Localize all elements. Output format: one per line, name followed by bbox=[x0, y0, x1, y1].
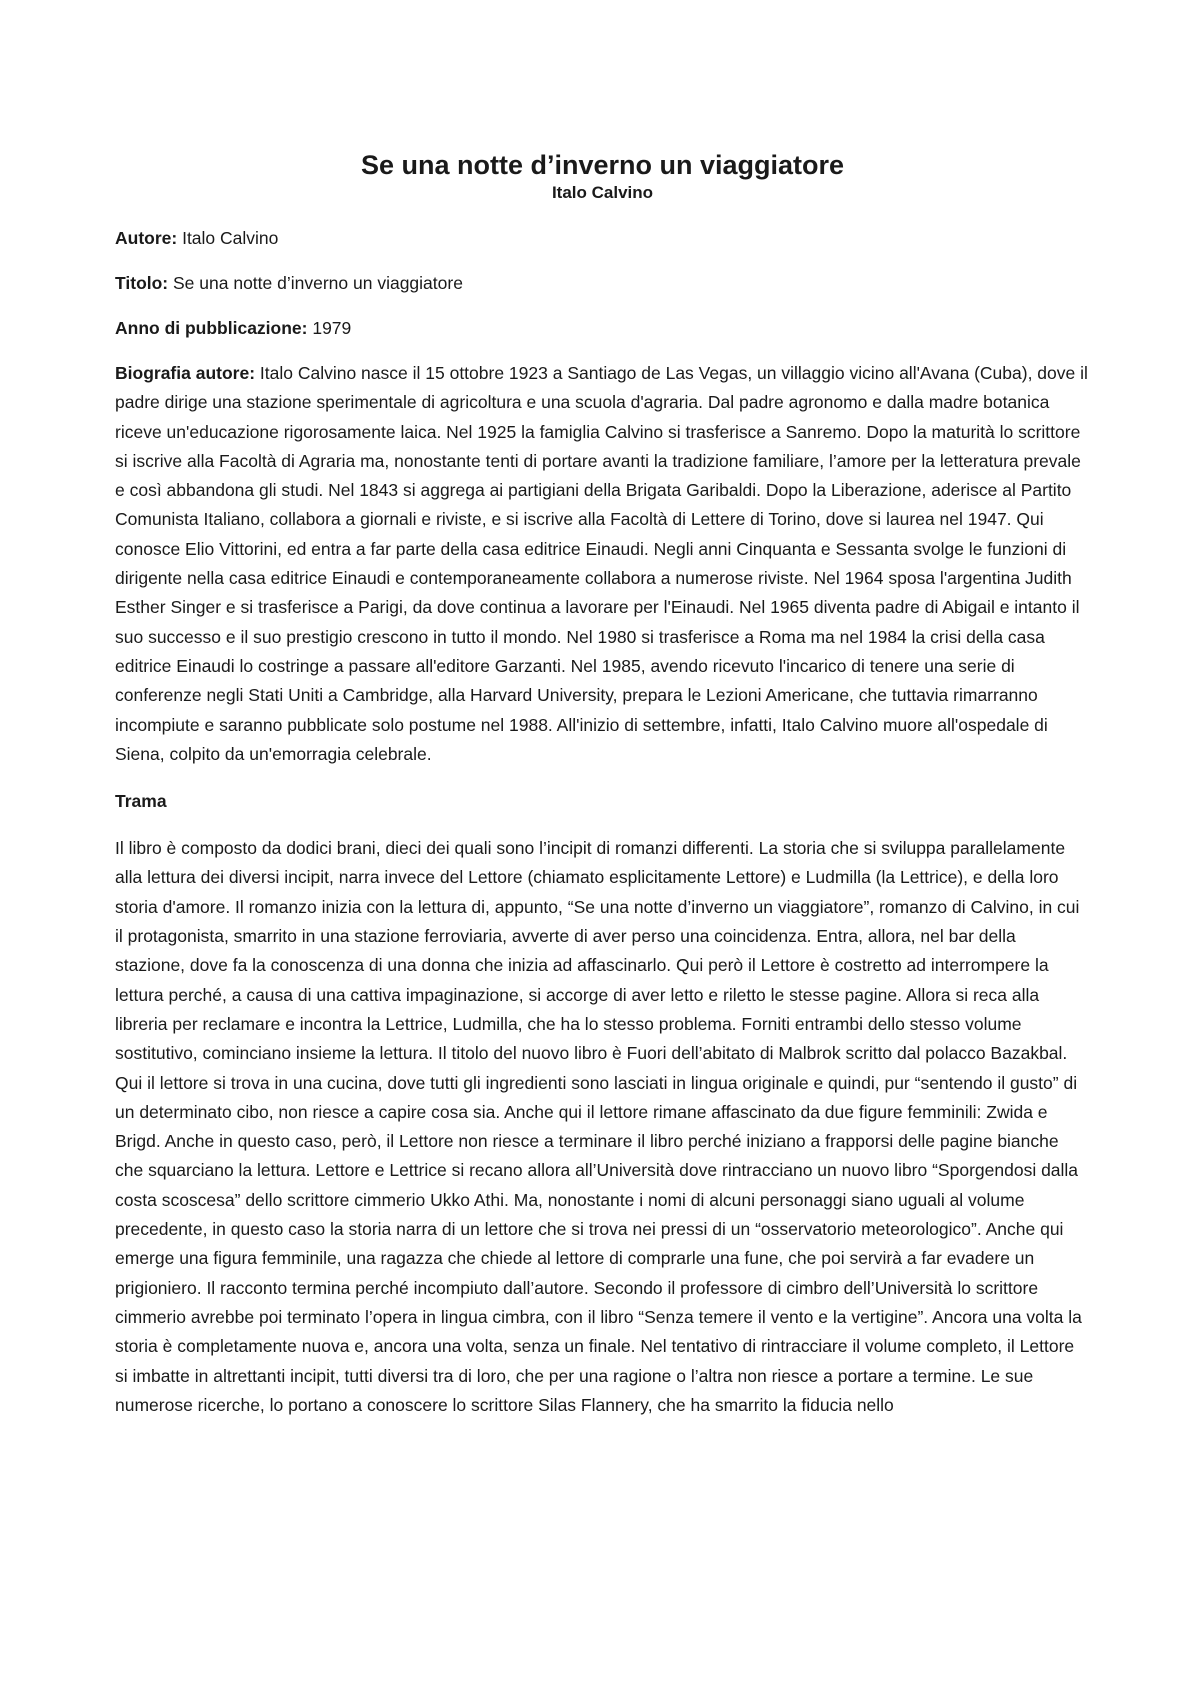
plot-paragraph: Il libro è composto da dodici brani, dieci dei quali sono l’incipit di romanzi differenti. La storia che si sviluppa parallelamente alla lettura dei diversi incipit, narra invece del Lettore (chiamato esplicitamente Lettore) e Ludmilla (la Lettrice), e della loro storia d'amore. Il romanzo inizia con la lettura di, appunto, “Se una notte d’inverno un viaggiatore”, romanzo di Calvino, in cui il protagonista, smarrito in una stazione ferroviaria, avverte di aver perso una coincidenza. Entra, allora, nel bar della stazione, dove fa la conoscenza di una donna che inizia ad affascinarlo. Qui però il Lettore è costretto ad interrompere la lettura perché, a causa di una cattiva impaginazione, si accorge di aver letto e riletto le stesse pagine. Allora si reca alla libreria per reclamare e incontra la Lettrice, Ludmilla, che ha lo stesso problema. Forniti entrambi dello stesso volume sostitutivo, cominciano insieme la lettura. Il titolo del nuovo libro è Fuori dell’abitato di Malbrok scritto dal polacco Bazakbal. Qui il lettore si trova in una cucina, dove tutti gli ingredienti sono lasciati in lingua originale e quindi, pur “sentendo il gusto” di un determinato cibo, non riesce a capire cosa sia. Anche qui il lettore rimane affascinato da due figure femminili: Zwida e Brigd. Anche in questo caso, però, il Lettore non riesce a terminare il libro perché iniziano a frapporsi delle pagine bianche che squarciano la lettura. Lettore e Lettrice si recano allora all’Università dove rintracciano un nuovo libro “Sporgendosi dalla costa scoscesa” dello scrittore cimmerio Ukko Athi. Ma, nonostante i nomi di alcuni personaggi siano uguali al volume precedente, in questo caso la storia narra di un lettore che si trova nei pressi di un “osservatorio meteorologico”. Anche qui emerge una figura femminile, una ragazza che chiede al lettore di comprarle una fune, che poi servirà a far evadere un prigioniero. Il racconto termina perché incompiuto dall’autore. Secondo il professore di cimbro dell’Università lo scrittore cimmerio avrebbe poi terminato l’opera in lingua cimbra, con il libro “Senza temere il vento e la vertigine”. Ancora una volta la storia è completamente nuova e, ancora una volta, senza un finale. Nel tentativo di rintracciare il volume completo, il Lettore si imbatte in altrettanti incipit, tutti diversi tra di loro, che per una ragione o l’altra non riesce a portare a termine. Le sue numerose ricerche, lo portano a conoscere lo scrittore Silas Flannery, che ha smarrito la fiducia nello bbox=[115, 838, 1082, 1415]
title-value: Se una notte d’inverno un viaggiatore bbox=[168, 273, 463, 293]
author-value: Italo Calvino bbox=[177, 228, 279, 248]
year-line bbox=[115, 316, 1090, 341]
year-value: 1979 bbox=[307, 318, 352, 338]
document-title: Se una notte d’inverno un viaggiatore bbox=[360, 150, 845, 180]
title-label: Titolo: bbox=[115, 273, 169, 293]
title-line bbox=[115, 271, 1090, 296]
year-label: Anno di pubblicazione: bbox=[115, 318, 308, 338]
biography-paragraph bbox=[115, 359, 1090, 769]
author-label: Autore: bbox=[115, 228, 178, 248]
plot-heading: Trama bbox=[115, 791, 167, 812]
document-subtitle: Italo Calvino bbox=[551, 183, 654, 202]
author-line bbox=[115, 226, 1090, 251]
biography-label: Biografia autore: bbox=[115, 363, 256, 383]
biography-text: Italo Calvino nasce il 15 ottobre 1923 a Santiago de Las Vegas, un villaggio vicino all'Avana (Cuba), dove il padre dirige una stazione sperimentale di agricoltura e una scuola d'agraria. Dal padre agronomo e dalla madre botanica riceve un'educazione rigorosamente laica. Nel 1925 la famiglia Calvino si trasferisce a Sanremo. Dopo la maturità lo scrittore si iscrive alla Facoltà di Agraria ma, nonostante tenti di portare avanti la tradizione familiare, l’amore per la letteratura prevale e così abbandona gli studi. Nel 1843 si aggrega ai partigiani della Brigata Garibaldi. Dopo la Liberazione, aderisce al Partito Comunista Italiano, collabora a giornali e riviste, e si iscrive alla Facoltà di Lettere di Torino, dove si laurea nel 1947. Qui conosce Elio Vittorini, ed entra a far parte della casa editrice Einaudi. Negli anni Cinquanta e Sessanta svolge le funzioni di dirigente nella casa editrice Einaudi e contemporaneamente collabora a numerose riviste. Nel 1964 sposa l'argentina Judith Esther Singer e si trasferisce a Parigi, da dove continua a lavorare per l'Einaudi. Nel 1965 diventa padre di Abigail e intanto il suo successo e il suo prestigio crescono in tutto il mondo. Nel 1980 si trasferisce a Roma ma nel 1984 la crisi della casa editrice Einaudi lo costringe a passare all'editore Garzanti. Nel 1985, avendo ricevuto l'incarico di tenere una serie di conferenze negli Stati Uniti a Cambridge, alla Harvard University, prepara le Lezioni Americane, che tuttavia rimarranno incompiute e saranno pubblicate solo postume nel 1988. All'inizio di settembre, infatti, Italo Calvino muore all'ospedale di Siena, colpito da un'emorragia celebrale. bbox=[115, 363, 1088, 764]
